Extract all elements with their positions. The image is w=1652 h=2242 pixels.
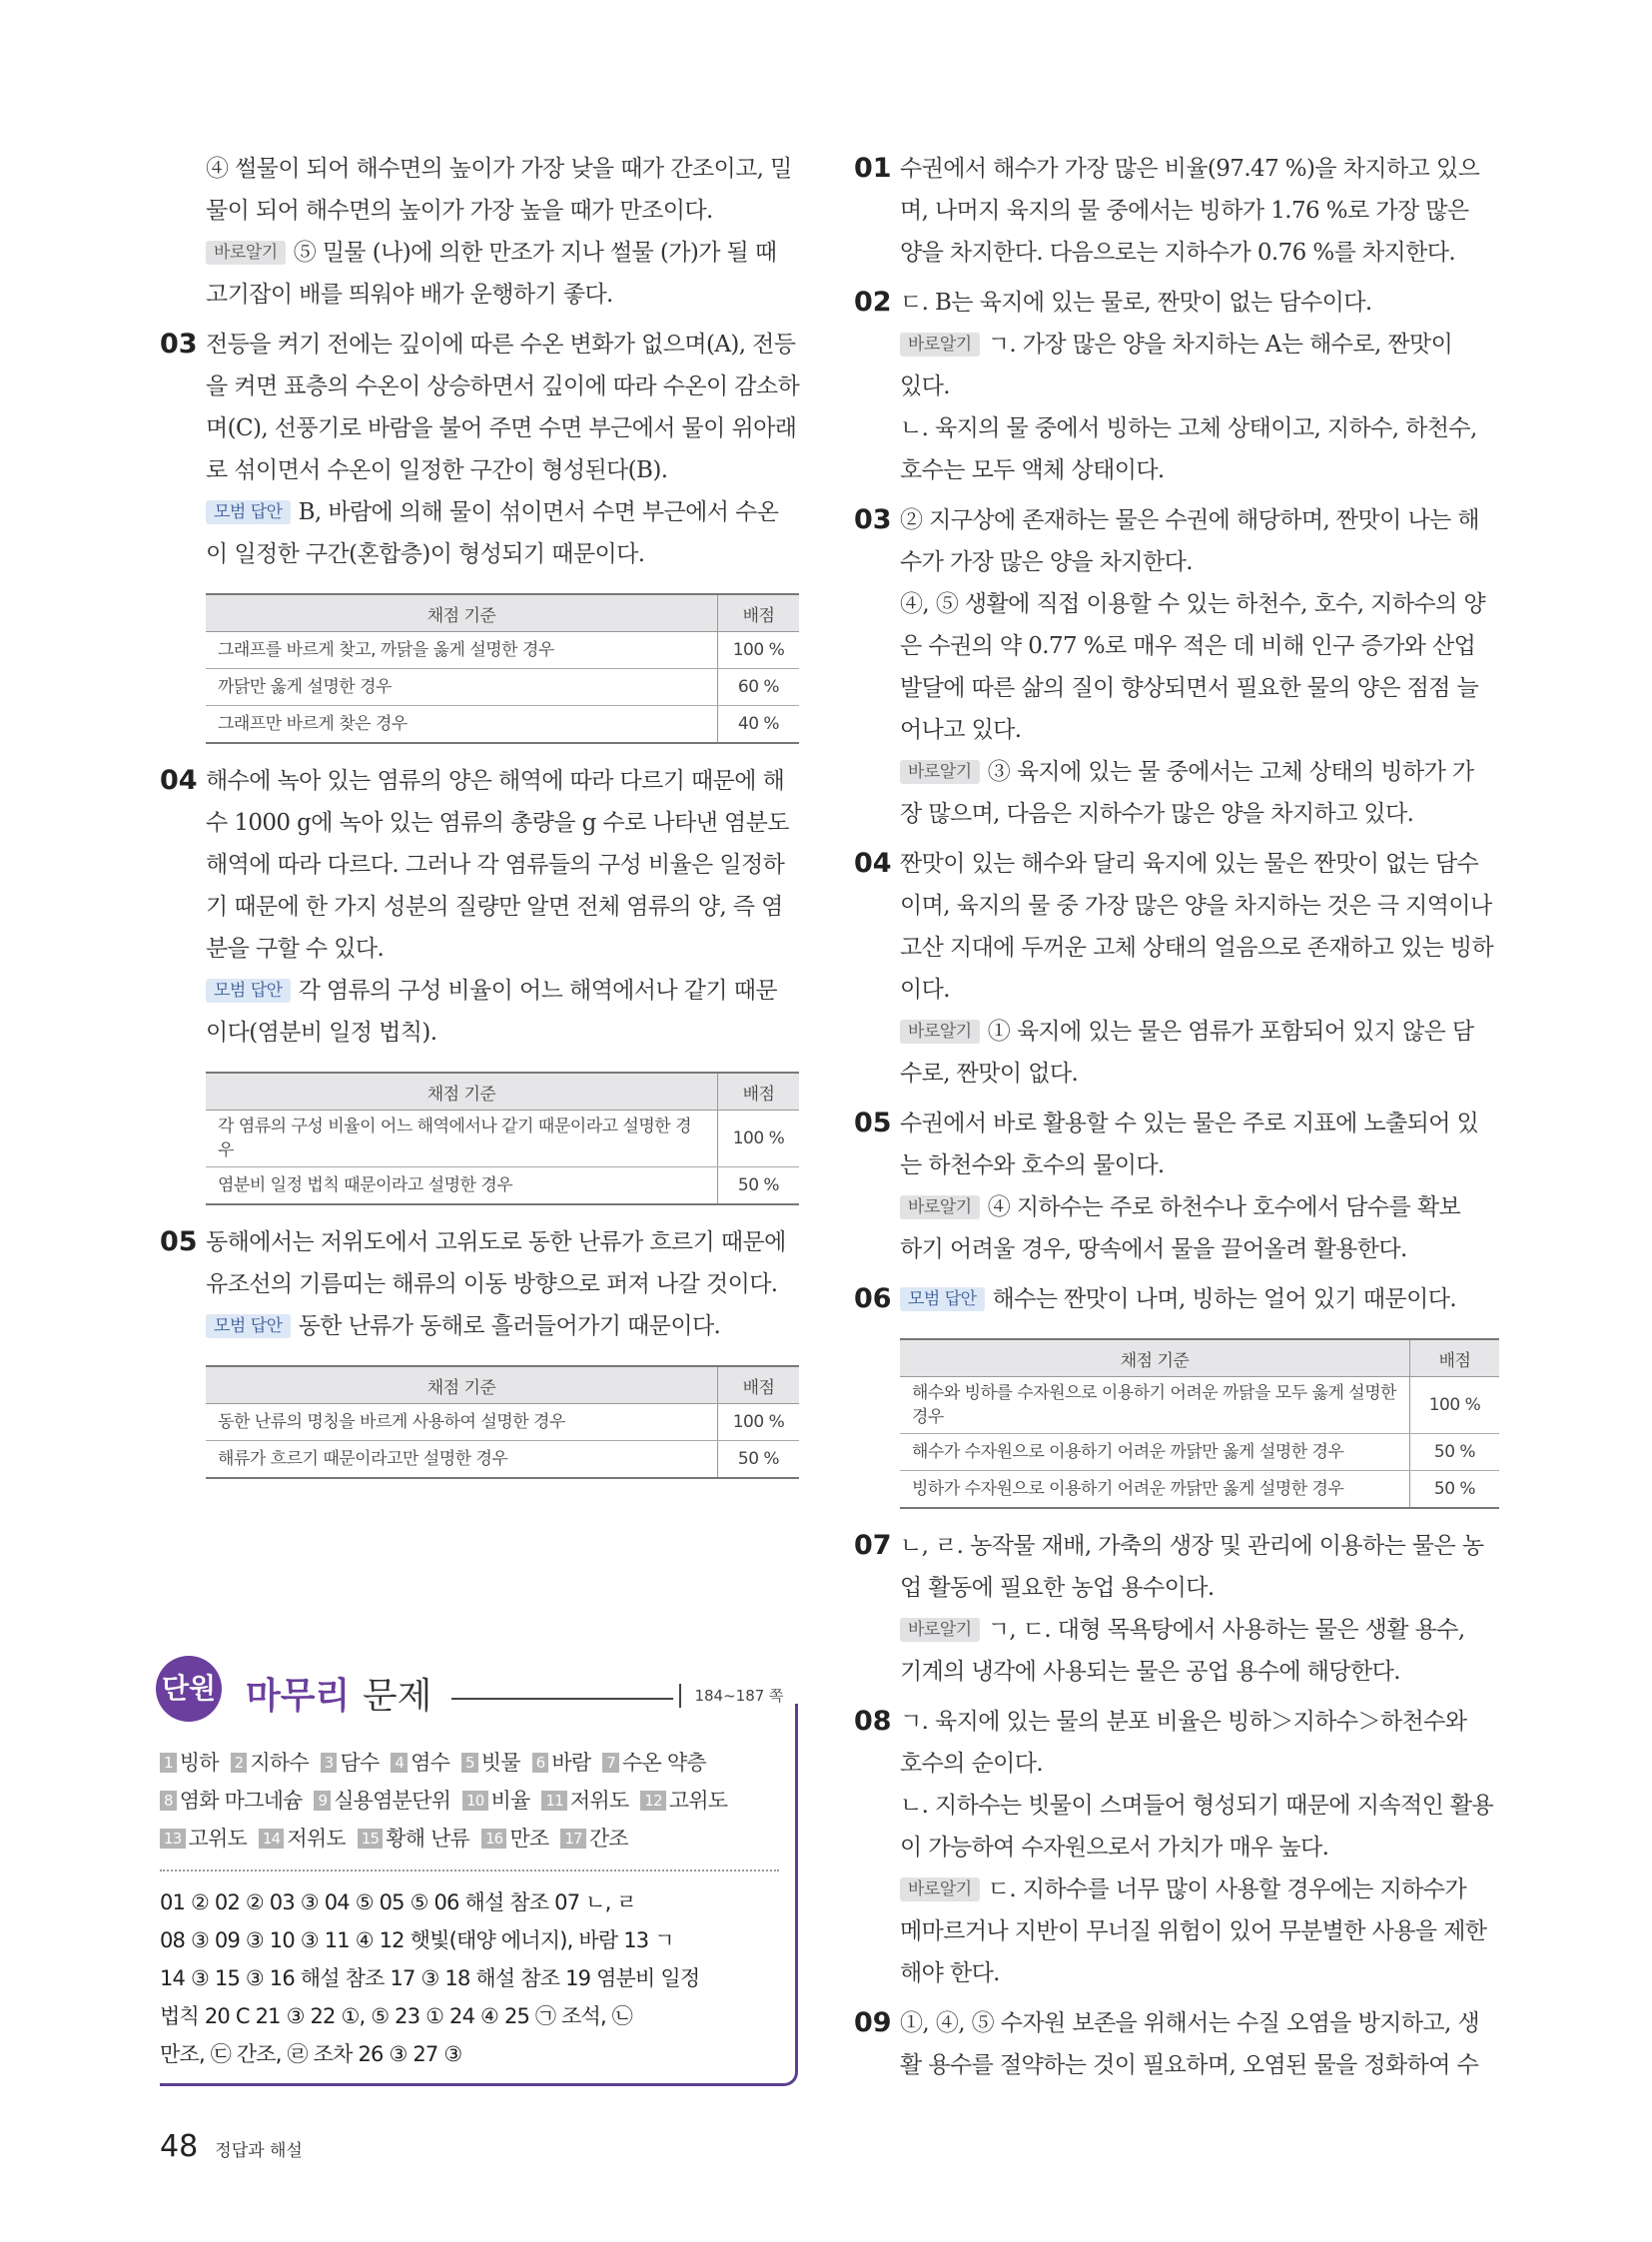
model-answer-line: 이 일정한 구간(혼합층)이 형성되기 때문이다. <box>206 541 645 567</box>
correction-line: 기계의 냉각에 사용되는 물은 공업 용수에 해당한다. <box>900 1659 1400 1685</box>
answer-line: 수권에서 해수가 가장 많은 비율(97.47 %)을 차지하고 있으 <box>900 156 1480 182</box>
page-number: 48 <box>160 2129 199 2164</box>
question-07 <box>854 1525 1501 1693</box>
scoring-table <box>900 1338 1499 1509</box>
model-answer-line: 모범 답안 동한 난류가 동해로 흘러들어가기 때문이다. <box>160 1305 799 1347</box>
answer-line: 기 때문에 한 가지 성분의 질량만 알면 전체 염류의 양, 즉 염 <box>206 894 783 920</box>
answer-line: 로 섞이면서 수온이 일정한 구간이 형성된다(B). <box>206 457 668 483</box>
answer-line: 수 1000 g에 녹아 있는 염류의 총량을 g 수로 나타낸 염분도 <box>206 810 789 836</box>
table-header: 채점 기준 <box>206 1073 718 1111</box>
scoring-table <box>206 1365 799 1479</box>
answer-line: ㄴ. 지하수는 빗물이 스며들어 형성되기 때문에 지속적인 활용 <box>900 1793 1494 1819</box>
model-answer-badge: 모범 답안 <box>900 1287 985 1311</box>
correction-badge: 바로알기 <box>900 1020 980 1044</box>
correction-line: 고기잡이 배를 띄워야 배가 운행하기 좋다. <box>206 282 613 308</box>
answer-line: ④, ⑤ 생활에 직접 이용할 수 있는 하천수, 호수, 지하수의 양 <box>900 591 1486 617</box>
correction-line: 메마르거나 지반이 무너질 위험이 있어 무분별한 사용을 제한 <box>900 1918 1487 1944</box>
model-answer-line: 모범 답안 각 염류의 구성 비율이 어느 해역에서나 같기 때문 <box>160 970 799 1012</box>
question-05 <box>160 1221 799 1479</box>
answer-line: 업 활동에 필요한 농업 용수이다. <box>900 1575 1215 1601</box>
table-header: 배점 <box>718 1366 800 1404</box>
unit-review-box <box>160 1656 799 2095</box>
answer-list <box>160 1883 789 2073</box>
question-number: 05 <box>854 1108 892 1138</box>
answer-line: ④ 썰물이 되어 해수면의 높이가 가장 낮을 때가 간조이고, 밀 <box>206 156 792 182</box>
table-row: 그래프만 바르게 찾은 경우 40 % <box>206 706 799 744</box>
correction-line: 바로알기 ① 육지에 있는 물은 염류가 포함되어 있지 않은 담 <box>854 1011 1501 1053</box>
correction-line: 바로알기 ㄱ, ㄷ. 대형 목욕탕에서 사용하는 물은 생활 용수, <box>854 1609 1501 1651</box>
correction-line: 장 많으며, 다음은 지하수가 많은 양을 차지하고 있다. <box>900 801 1414 827</box>
question-number: 01 <box>854 153 892 184</box>
question-01 <box>854 148 1501 274</box>
question-02 <box>854 282 1501 491</box>
table-row: 해수와 빙하를 수자원으로 이용하기 어려운 까닭을 모두 옳게 설명한 경우 100 % <box>900 1377 1499 1434</box>
model-answer-badge: 모범 답안 <box>206 1314 291 1338</box>
key-answers-line: 1 빙하 2 지하수 3 담수 4 염수 5 빗물 6 바람 7 수온 약층 <box>160 1744 779 1782</box>
question-number: 07 <box>854 1530 892 1561</box>
model-answer-line: 이다(염분비 일정 법칙). <box>206 1020 437 1046</box>
answer-line: 동해에서는 저위도에서 고위도로 동한 난류가 흐르기 때문에 <box>206 1229 786 1255</box>
question-03 <box>854 499 1501 835</box>
answer-line: 전등을 켜기 전에는 깊이에 따른 수온 변화가 없으며(A), 전등 <box>206 332 796 358</box>
answer-line: ㄷ. B는 육지에 있는 물로, 짠맛이 없는 담수이다. <box>900 290 1372 316</box>
table-row: 해수가 수자원으로 이용하기 어려운 까닭만 옳게 설명한 경우 50 % <box>900 1434 1499 1471</box>
right-column <box>854 148 1501 2086</box>
answer-list-line: 법칙 20 C 21 ③ 22 ①, ⑤ 23 ① 24 ④ 25 ㉠ 조석, ㉡ <box>160 2004 632 2028</box>
model-answer-line: 모범 답안 B, 바람에 의해 물이 섞이면서 수면 부근에서 수온 <box>160 491 799 533</box>
answer-line: 분을 구할 수 있다. <box>206 936 385 962</box>
answer-line: 이다. <box>900 977 950 1003</box>
table-row: 각 염류의 구성 비율이 어느 해역에서나 같기 때문이라고 설명한 경우 100 % <box>206 1111 799 1167</box>
question-number: 03 <box>854 504 892 535</box>
answer-line: ㄱ. 육지에 있는 물의 분포 비율은 빙하＞지하수＞하천수와 <box>900 1709 1467 1735</box>
table-header: 채점 기준 <box>900 1339 1410 1377</box>
answer-line: 유조선의 기름띠는 해류의 이동 방향으로 퍼져 나갈 것이다. <box>206 1271 778 1297</box>
correction-line: 바로알기 ㄱ. 가장 많은 양을 차지하는 A는 해수로, 짠맛이 <box>854 324 1501 366</box>
answer-list-line: 만조, ㉢ 간조, ㉣ 조차 26 ③ 27 ③ <box>160 2042 462 2066</box>
correction-line: 바로알기 ④ 지하수는 주로 하천수나 호수에서 담수를 확보 <box>854 1186 1501 1228</box>
page-range: 184~187 쪽 <box>679 1684 797 1708</box>
title-rule <box>451 1698 673 1700</box>
scoring-table <box>206 1072 799 1205</box>
answer-line: 발달에 따른 삶의 질이 향상되면서 필요한 물의 양은 점점 늘 <box>900 675 1479 701</box>
key-answers-line: 8 염화 마그네슘 9 실용염분단위 10 비율 11 저위도 12 고위도 <box>160 1782 779 1820</box>
table-row: 해류가 흐르기 때문이라고만 설명한 경우 50 % <box>206 1441 799 1479</box>
answer-list-line: 01 ② 02 ② 03 ③ 04 ⑤ 05 ⑤ 06 해설 참조 07 ㄴ, ㄹ <box>160 1890 636 1914</box>
key-answers <box>160 1744 779 1858</box>
correction-badge: 바로알기 <box>900 1877 980 1901</box>
page-footer <box>160 2129 303 2164</box>
correction-badge: 바로알기 <box>900 1195 980 1219</box>
question-number: 09 <box>854 2007 892 2038</box>
correction-line: 하기 어려울 경우, 땅속에서 물을 끌어올려 활용한다. <box>900 1236 1407 1262</box>
correction-line: ㄴ. 육지의 물 중에서 빙하는 고체 상태이고, 지하수, 하천수, <box>900 415 1477 441</box>
answer-line: 수권에서 바로 활용할 수 있는 물은 주로 지표에 노출되어 있 <box>900 1111 1479 1136</box>
table-row: 까닭만 옳게 설명한 경우 60 % <box>206 669 799 706</box>
question-number: 08 <box>854 1706 892 1737</box>
answer-line: 이 가능하여 수자원으로서 가치가 매우 높다. <box>900 1835 1329 1861</box>
correction-line: 수로, 짠맛이 없다. <box>900 1061 1079 1087</box>
correction-line: 있다. <box>900 374 950 399</box>
answer-line: 을 켜면 표층의 수온이 상승하면서 깊이에 따라 수온이 감소하 <box>206 374 800 399</box>
table-header: 배점 <box>718 1073 800 1111</box>
unit-review-title: 마무리 문제 <box>246 1676 432 1717</box>
answer-line: 어나고 있다. <box>900 717 1022 743</box>
question-03 <box>160 324 799 744</box>
question-02-continued <box>160 148 799 316</box>
correction-line: 바로알기 ③ 육지에 있는 물 중에서는 고체 상태의 빙하가 가 <box>854 751 1501 793</box>
correction-line: 바로알기 ⑤ 밀물 (나)에 의한 만조가 지나 썰물 (가)가 될 때 <box>160 232 799 274</box>
answer-line: ㄴ, ㄹ. 농작물 재배, 가축의 생장 및 관리에 이용하는 물은 농 <box>900 1533 1484 1559</box>
answer-line: 물이 되어 해수면의 높이가 가장 높을 때가 만조이다. <box>206 198 713 224</box>
table-row: 그래프를 바르게 찾고, 까닭을 옳게 설명한 경우 100 % <box>206 632 799 669</box>
model-answer-badge: 모범 답안 <box>206 500 291 524</box>
scoring-table <box>206 593 799 744</box>
answer-line: 는 하천수와 호수의 물이다. <box>900 1152 1165 1178</box>
question-number: 03 <box>160 329 198 360</box>
correction-line: 해야 한다. <box>900 1960 1000 1986</box>
answer-line: 해역에 따라 다르다. 그러나 각 염류들의 구성 비율은 일정하 <box>206 852 785 878</box>
answer-line: 해수에 녹아 있는 염류의 양은 해역에 따라 다르기 때문에 해 <box>206 768 785 794</box>
table-header: 배점 <box>1410 1339 1500 1377</box>
question-number: 02 <box>854 287 892 318</box>
correction-line: 호수는 모두 액체 상태이다. <box>900 457 1165 483</box>
correction-badge: 바로알기 <box>900 333 980 357</box>
answer-line: ①, ④, ⑤ 수자원 보존을 위해서는 수질 오염을 방지하고, 생 <box>900 2010 1480 2036</box>
answer-line: 이며, 육지의 물 중 가장 많은 양을 차지하는 것은 극 지역이나 <box>900 893 1492 919</box>
answer-line: 은 수권의 약 0.77 %로 매우 적은 데 비해 인구 증가와 산업 <box>900 633 1476 659</box>
table-row: 빙하가 수자원으로 이용하기 어려운 까닭만 옳게 설명한 경우 50 % <box>900 1471 1499 1509</box>
question-number: 05 <box>160 1226 198 1257</box>
table-header: 채점 기준 <box>206 1366 718 1404</box>
unit-badge: 단원 <box>156 1656 222 1722</box>
question-04 <box>160 760 799 1205</box>
question-05 <box>854 1103 1501 1270</box>
question-08 <box>854 1701 1501 1994</box>
model-answer-badge: 모범 답안 <box>206 979 291 1003</box>
answer-line: 수가 가장 많은 양을 차지한다. <box>900 549 1193 575</box>
question-04 <box>854 843 1501 1095</box>
key-answers-line: 13 고위도 14 저위도 15 황해 난류 16 만조 17 간조 <box>160 1820 779 1858</box>
table-header: 배점 <box>718 594 800 632</box>
page-label: 정답과 해설 <box>215 2141 303 2161</box>
answer-line: ② 지구상에 존재하는 물은 수권에 해당하며, 짠맛이 나는 해 <box>900 507 1480 533</box>
answer-line: 고산 지대에 두꺼운 고체 상태의 얼음으로 존재하고 있는 빙하 <box>900 935 1494 961</box>
correction-badge: 바로알기 <box>900 1618 980 1642</box>
left-column <box>160 148 799 1495</box>
table-header: 채점 기준 <box>206 594 718 632</box>
table-row: 염분비 일정 법칙 때문이라고 설명한 경우 50 % <box>206 1167 799 1205</box>
question-number: 04 <box>160 765 198 796</box>
table-row: 동한 난류의 명칭을 바르게 사용하여 설명한 경우 100 % <box>206 1404 799 1441</box>
question-number: 06 <box>854 1283 892 1314</box>
question-06 <box>854 1278 1501 1509</box>
answer-line: 양을 차지한다. 다음으로는 지하수가 0.76 %를 차지한다. <box>900 240 1456 266</box>
answer-line: 짠맛이 있는 해수와 달리 육지에 있는 물은 짠맛이 없는 담수 <box>900 851 1479 877</box>
question-number: 04 <box>854 848 892 879</box>
answer-list-line: 14 ③ 15 ③ 16 해설 참조 17 ③ 18 해설 참조 19 염분비 일정 <box>160 1966 700 1990</box>
correction-badge: 바로알기 <box>206 241 286 265</box>
question-09 <box>854 2002 1501 2086</box>
answer-line: 활 용수를 절약하는 것이 필요하며, 오염된 물을 정화하여 수 <box>900 2052 1479 2078</box>
correction-line: 바로알기 ㄷ. 지하수를 너무 많이 사용할 경우에는 지하수가 <box>854 1868 1501 1910</box>
correction-badge: 바로알기 <box>900 760 980 784</box>
answer-line: 며, 나머지 육지의 물 중에서는 빙하가 1.76 %로 가장 많은 <box>900 198 1469 224</box>
answer-list-line: 08 ③ 09 ③ 10 ③ 11 ④ 12 햇빛(태양 에너지), 바람 13 ㄱ <box>160 1928 674 1952</box>
model-answer-line: 모범 답안 해수는 짠맛이 나며, 빙하는 얼어 있기 때문이다. <box>854 1278 1501 1320</box>
answer-line: 며(C), 선풍기로 바람을 불어 주면 수면 부근에서 물이 위아래 <box>206 415 797 441</box>
divider <box>160 1869 779 1871</box>
answer-line: 호수의 순이다. <box>900 1751 1044 1777</box>
